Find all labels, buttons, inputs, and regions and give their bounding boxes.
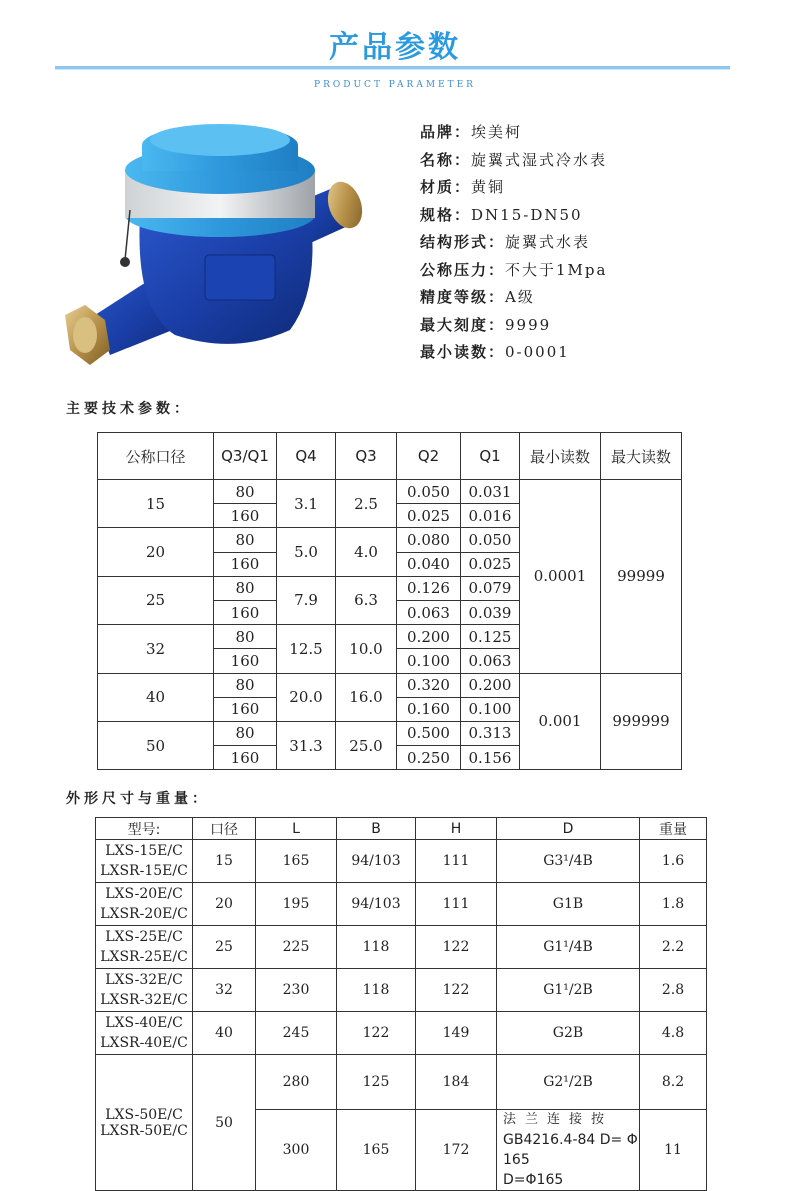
ratio-cell: 160 [214,504,277,528]
h-cell: 111 [416,840,497,883]
spec-label: 最小读数： [420,343,506,361]
q1-cell: 0.079 [461,576,520,600]
col-header: Q2 [397,433,461,480]
q1-cell: 0.100 [461,697,520,721]
dn-cell: 40 [98,673,214,721]
l-cell: 230 [256,969,337,1012]
q4-cell: 5.0 [277,528,336,576]
model-name: LXS-15E/C [105,843,183,859]
spec-material [420,176,607,204]
ratio-cell: 160 [214,697,277,721]
col-header: H [416,818,497,840]
d-cell: G1¹/4B [497,926,640,969]
model-cell [96,969,193,1012]
l-cell: 280 [256,1055,337,1110]
h-cell: 149 [416,1012,497,1055]
table-row [96,1012,707,1055]
col-header: D [497,818,640,840]
dims-section-title: 外形尺寸与重量： [66,791,210,807]
spec-label: 精度等级： [420,288,506,306]
q2-cell: 0.200 [397,625,461,649]
q3-cell: 16.0 [336,673,397,721]
dn-cell: 25 [193,926,256,969]
col-header: 型号: [96,818,193,840]
model-name: LXSR-50E/C [100,1122,188,1139]
q1-cell: 0.156 [461,746,520,770]
d-cell: G1¹/2B [497,969,640,1012]
col-header: L [256,818,337,840]
q2-cell: 0.080 [397,528,461,552]
model-name: LXSR-40E/C [100,1035,188,1051]
spec-value: 旋翼式水表 [505,233,591,251]
h-cell: 172 [416,1110,497,1191]
model-cell [96,840,193,883]
weight-cell: 1.8 [640,883,707,926]
ratio-cell: 80 [214,528,277,552]
q3-cell: 6.3 [336,576,397,624]
spec-value: DN15-DN50 [471,205,583,224]
spec-size [420,204,607,232]
dn-cell: 32 [98,625,214,673]
ratio-cell: 80 [214,480,277,504]
model-name: LXS-40E/C [105,1015,183,1031]
l-cell: 245 [256,1012,337,1055]
flange-note: 法兰连接按 [503,1112,614,1127]
d-cell: G3¹/4B [497,840,640,883]
q1-cell: 0.016 [461,504,520,528]
min-reading-cell: 0.0001 [520,480,601,674]
col-header: Q1 [461,433,520,480]
q2-cell: 0.025 [397,504,461,528]
q2-cell: 0.160 [397,697,461,721]
ratio-cell: 160 [214,746,277,770]
q2-cell: 0.250 [397,746,461,770]
ratio-cell: 80 [214,625,277,649]
spec-min-reading [420,341,607,369]
q4-cell: 20.0 [277,673,336,721]
l-cell: 225 [256,926,337,969]
dn-cell: 20 [98,528,214,576]
q1-cell: 0.125 [461,625,520,649]
dn-cell: 32 [193,969,256,1012]
b-cell: 125 [337,1055,416,1110]
col-header: Q4 [277,433,336,480]
min-reading-cell: 0.001 [520,673,601,770]
l-cell: 300 [256,1110,337,1191]
model-cell [96,1055,193,1191]
q1-cell: 0.025 [461,552,520,576]
dn-cell: 15 [193,840,256,883]
ratio-cell: 80 [214,673,277,697]
spec-value: 0-0001 [505,343,570,361]
col-header: 重量 [640,818,707,840]
q3-cell: 2.5 [336,480,397,528]
model-name: LXSR-32E/C [100,992,188,1008]
spec-label: 材质： [420,178,472,196]
ratio-cell: 80 [214,721,277,745]
ratio-cell: 80 [214,576,277,600]
spec-max-scale [420,314,607,342]
col-header: 口径 [193,818,256,840]
q1-cell: 0.039 [461,600,520,624]
page-title: 产品参数 [329,30,461,65]
col-header: 最大读数 [601,433,682,480]
model-name: LXS-25E/C [105,929,183,945]
table-row [96,1055,707,1110]
weight-cell: 1.6 [640,840,707,883]
spec-value: 埃美柯 [471,123,523,141]
spec-value: 旋翼式湿式冷水表 [471,150,608,169]
spec-label: 结构形式： [420,233,506,251]
h-cell: 122 [416,926,497,969]
col-header: B [337,818,416,840]
q3-cell: 10.0 [336,625,397,673]
ratio-cell: 160 [214,649,277,673]
tech-section-title: 主要技术参数： [66,401,192,417]
h-cell: 122 [416,969,497,1012]
spec-brand [420,121,607,149]
d-flange-cell [497,1110,640,1191]
col-header: Q3 [336,433,397,480]
table-header-row [98,433,682,480]
d-cell: G2¹/2B [497,1055,640,1110]
table-row [98,480,682,504]
model-name: LXSR-20E/C [100,906,188,922]
weight-cell: 2.8 [640,969,707,1012]
q2-cell: 0.126 [397,576,461,600]
q4-cell: 7.9 [277,576,336,624]
d-cell: G1B [497,883,640,926]
page-subtitle: PRODUCT PARAMETER [314,80,476,90]
q3-cell: 4.0 [336,528,397,576]
water-meter-image [55,110,385,375]
model-name: LXSR-15E/C [100,863,188,879]
dimensions-table [95,817,707,1191]
b-cell: 94/103 [337,883,416,926]
spec-label: 品牌： [420,123,472,141]
ratio-cell: 160 [214,552,277,576]
q4-cell: 31.3 [277,721,336,769]
dn-cell: 40 [193,1012,256,1055]
q1-cell: 0.200 [461,673,520,697]
b-cell: 94/103 [337,840,416,883]
ratio-cell: 160 [214,600,277,624]
dn-cell: 50 [193,1055,256,1191]
spec-structure [420,231,607,259]
spec-accuracy [420,286,607,314]
max-reading-cell: 999999 [601,673,682,770]
q4-cell: 12.5 [277,625,336,673]
model-cell [96,883,193,926]
d-cell: G2B [497,1012,640,1055]
spec-value: A级 [505,288,535,306]
spec-label: 规格： [420,205,472,224]
model-cell [96,926,193,969]
title-divider-thin [55,69,730,70]
h-cell: 111 [416,883,497,926]
spec-list [420,121,607,369]
flange-diameter: D=Φ165 [503,1172,564,1188]
b-cell: 118 [337,926,416,969]
q2-cell: 0.040 [397,552,461,576]
q1-cell: 0.063 [461,649,520,673]
table-row [96,926,707,969]
b-cell: 122 [337,1012,416,1055]
q4-cell: 3.1 [277,480,336,528]
tech-params-table [97,432,682,770]
flange-standard: GB4216.4-84 D= Φ 165 [503,1132,638,1168]
max-reading-cell: 99999 [601,480,682,674]
model-name: LXS-32E/C [105,972,183,988]
weight-cell: 11 [640,1110,707,1191]
col-header: 最小读数 [520,433,601,480]
table-header-row [96,818,707,840]
q2-cell: 0.063 [397,600,461,624]
dn-cell: 50 [98,721,214,769]
weight-cell: 4.8 [640,1012,707,1055]
spec-label: 最大刻度： [420,315,506,334]
dn-cell: 25 [98,576,214,624]
table-row [98,673,682,697]
weight-cell: 8.2 [640,1055,707,1110]
col-header: Q3/Q1 [214,433,277,480]
q2-cell: 0.500 [397,721,461,745]
model-name: LXSR-25E/C [100,949,188,965]
model-cell [96,1012,193,1055]
q2-cell: 0.100 [397,649,461,673]
spec-value: 9999 [505,315,552,334]
l-cell: 195 [256,883,337,926]
l-cell: 165 [256,840,337,883]
q1-cell: 0.031 [461,480,520,504]
spec-value: 黄铜 [471,178,506,196]
spec-value: 不大于1Mpa [505,260,608,279]
table-row [96,969,707,1012]
spec-label: 名称： [420,150,472,169]
col-header: 公称口径 [98,433,214,480]
table-row [96,840,707,883]
q3-cell: 25.0 [336,721,397,769]
dn-cell: 15 [98,480,214,528]
dn-cell: 20 [193,883,256,926]
spec-label: 公称压力： [420,260,506,279]
table-row [96,883,707,926]
model-name: LXS-50E/C [105,1106,183,1123]
spec-pressure [420,259,607,287]
spec-name [420,149,607,177]
h-cell: 184 [416,1055,497,1110]
q1-cell: 0.313 [461,721,520,745]
model-name: LXS-20E/C [105,886,183,902]
b-cell: 165 [337,1110,416,1191]
weight-cell: 2.2 [640,926,707,969]
b-cell: 118 [337,969,416,1012]
q1-cell: 0.050 [461,528,520,552]
q2-cell: 0.320 [397,673,461,697]
q2-cell: 0.050 [397,480,461,504]
